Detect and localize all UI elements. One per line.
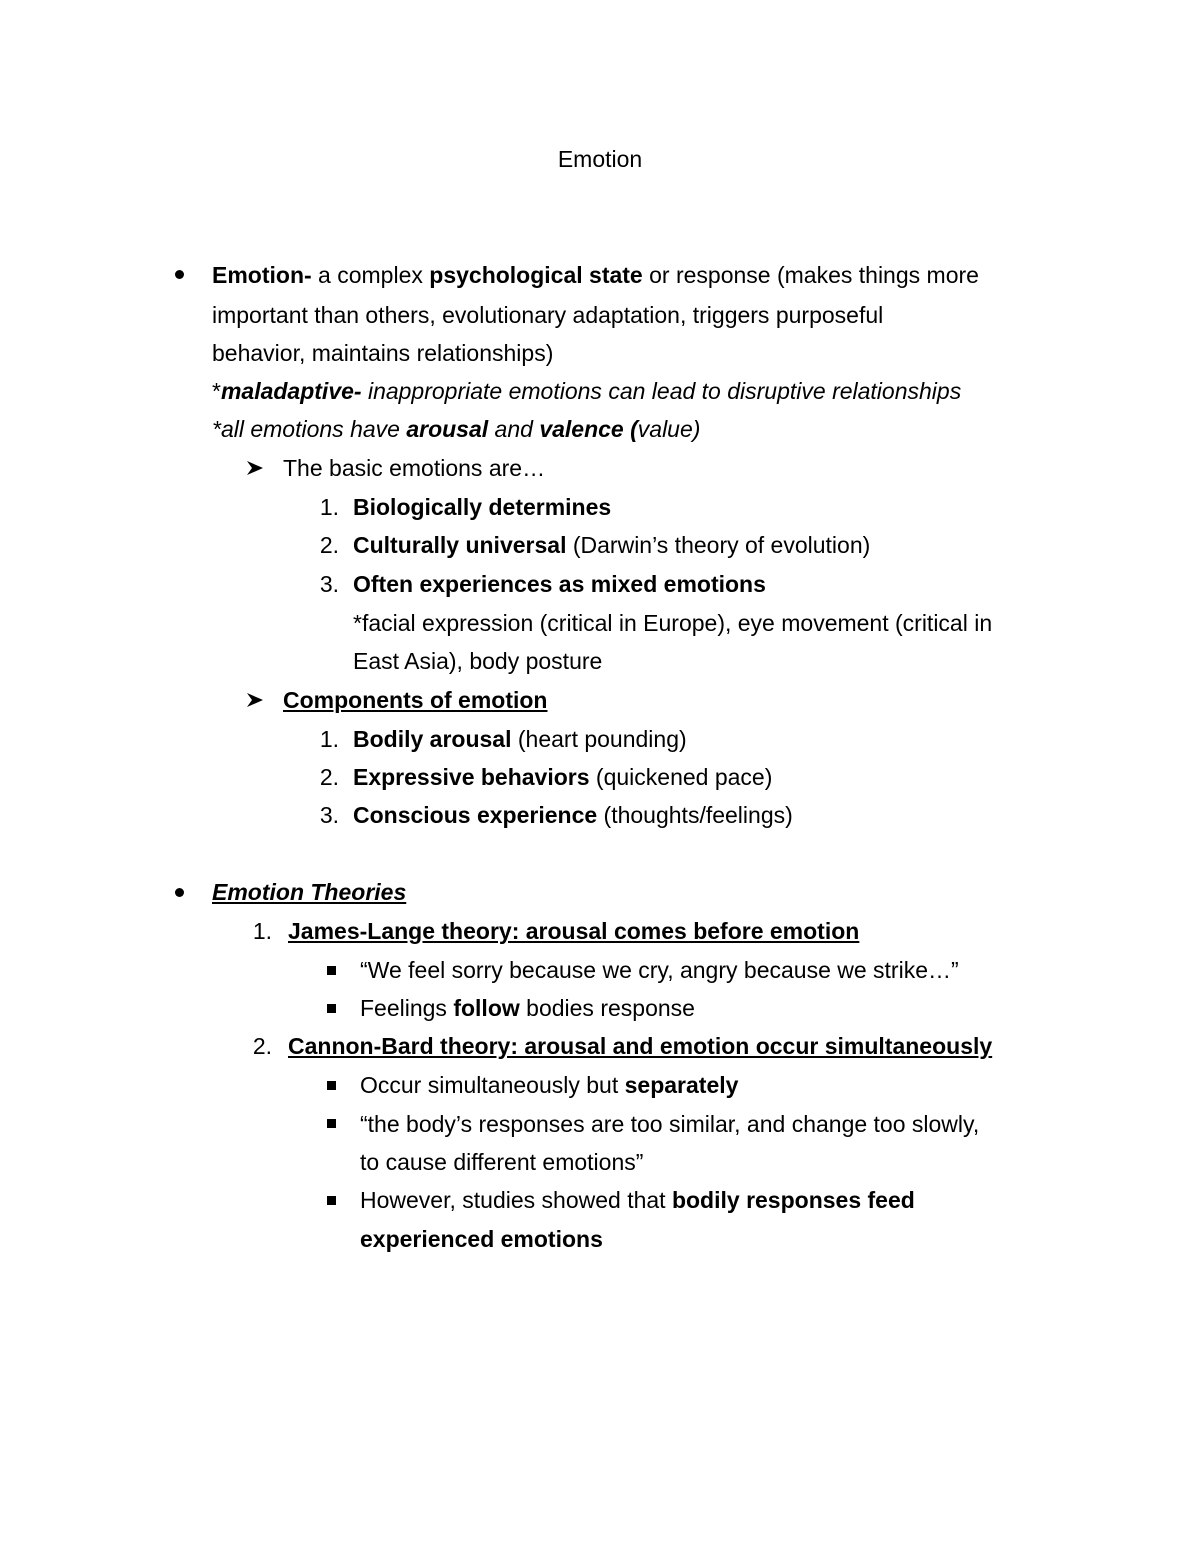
text: and xyxy=(488,416,540,442)
text: a complex xyxy=(311,262,430,288)
term-psychological-state: psychological state xyxy=(429,262,643,288)
arrow-bullet-icon xyxy=(246,460,264,476)
list-item xyxy=(353,569,766,599)
bullet-disc-icon xyxy=(175,270,184,279)
list-number: 3. xyxy=(319,802,339,828)
square-bullet-icon xyxy=(327,1119,336,1128)
item-bold: Often experiences as mixed emotions xyxy=(353,571,766,597)
arrow-bullet-icon xyxy=(246,692,264,708)
james-lange-quote: “We feel sorry because we cry, angry because we strike…” xyxy=(360,957,959,983)
facial-expression-note-line1: *facial expression (critical in Europe), eye movement (critical in xyxy=(353,610,993,636)
item-text: (heart pounding) xyxy=(511,726,687,752)
occur-simultaneously-line xyxy=(360,1070,738,1100)
cannon-bard-quote-line1: “the body’s responses are too similar, and change too slowly, xyxy=(360,1111,980,1137)
facial-expression-note-line2: East Asia), body posture xyxy=(353,648,603,674)
text: inappropriate emotions can lead to disruptive relationships xyxy=(361,378,962,404)
term-separately: separately xyxy=(624,1072,739,1098)
term-emotion: Emotion- xyxy=(212,262,312,288)
list-item xyxy=(353,724,687,754)
text: bodies response xyxy=(519,995,695,1021)
item-text: (thoughts/feelings) xyxy=(597,802,793,828)
term-arousal: arousal xyxy=(406,416,489,442)
components-heading: Components of emotion xyxy=(283,687,548,713)
term-maladaptive: maladaptive- xyxy=(220,378,362,404)
item-bold: Culturally universal xyxy=(353,532,567,558)
list-item xyxy=(353,530,870,560)
term-bodily-responses-feed: bodily responses feed xyxy=(671,1187,915,1213)
james-lange-theory-title: James-Lange theory: arousal comes before emotion xyxy=(288,918,860,944)
bullet-disc-icon xyxy=(175,888,184,897)
arousal-valence-note xyxy=(212,414,700,444)
emotion-definition-line2: important than others, evolutionary adaptation, triggers purposeful xyxy=(212,302,884,328)
text: Occur simultaneously but xyxy=(360,1072,625,1098)
item-bold: Biologically determines xyxy=(353,494,612,520)
square-bullet-icon xyxy=(327,966,336,975)
list-number: 1. xyxy=(252,918,272,944)
square-bullet-icon xyxy=(327,1196,336,1205)
item-bold: Expressive behaviors xyxy=(353,764,590,790)
maladaptive-note xyxy=(212,376,961,406)
feelings-follow-line xyxy=(360,993,695,1023)
square-bullet-icon xyxy=(327,1004,336,1013)
emotion-theories-heading: Emotion Theories xyxy=(212,879,407,905)
basic-emotions-heading: The basic emotions are… xyxy=(283,455,546,481)
list-number: 2. xyxy=(319,764,339,790)
item-bold: Conscious experience xyxy=(353,802,598,828)
list-number: 2. xyxy=(319,532,339,558)
square-bullet-icon xyxy=(327,1081,336,1090)
cannon-bard-quote-line2: to cause different emotions” xyxy=(360,1149,644,1175)
item-bold: Bodily arousal xyxy=(353,726,512,752)
item-text: (Darwin’s theory of evolution) xyxy=(566,532,871,558)
studies-showed-line1 xyxy=(360,1185,915,1215)
page-title: Emotion xyxy=(557,146,643,172)
studies-showed-line2: experienced emotions xyxy=(360,1226,603,1252)
list-item xyxy=(353,492,611,522)
list-item xyxy=(353,800,793,830)
list-number: 2. xyxy=(252,1033,272,1059)
list-number: 1. xyxy=(319,494,339,520)
list-number: 1. xyxy=(319,726,339,752)
item-text: (quickened pace) xyxy=(589,764,773,790)
term-follow: follow xyxy=(453,995,520,1021)
text: However, studies showed that xyxy=(360,1187,672,1213)
text: *all emotions have xyxy=(212,416,407,442)
emotion-definition-line1 xyxy=(212,260,979,290)
cannon-bard-theory-title: Cannon-Bard theory: arousal and emotion occur simultaneously xyxy=(288,1033,993,1059)
list-item xyxy=(353,762,772,792)
asterisk: * xyxy=(212,378,221,404)
emotion-definition-line3: behavior, maintains relationships) xyxy=(212,340,554,366)
term-valence: valence ( xyxy=(539,416,638,442)
text: or response (makes things more xyxy=(642,262,979,288)
list-number: 3. xyxy=(319,571,339,597)
text: value) xyxy=(637,416,701,442)
text: Feelings xyxy=(360,995,454,1021)
